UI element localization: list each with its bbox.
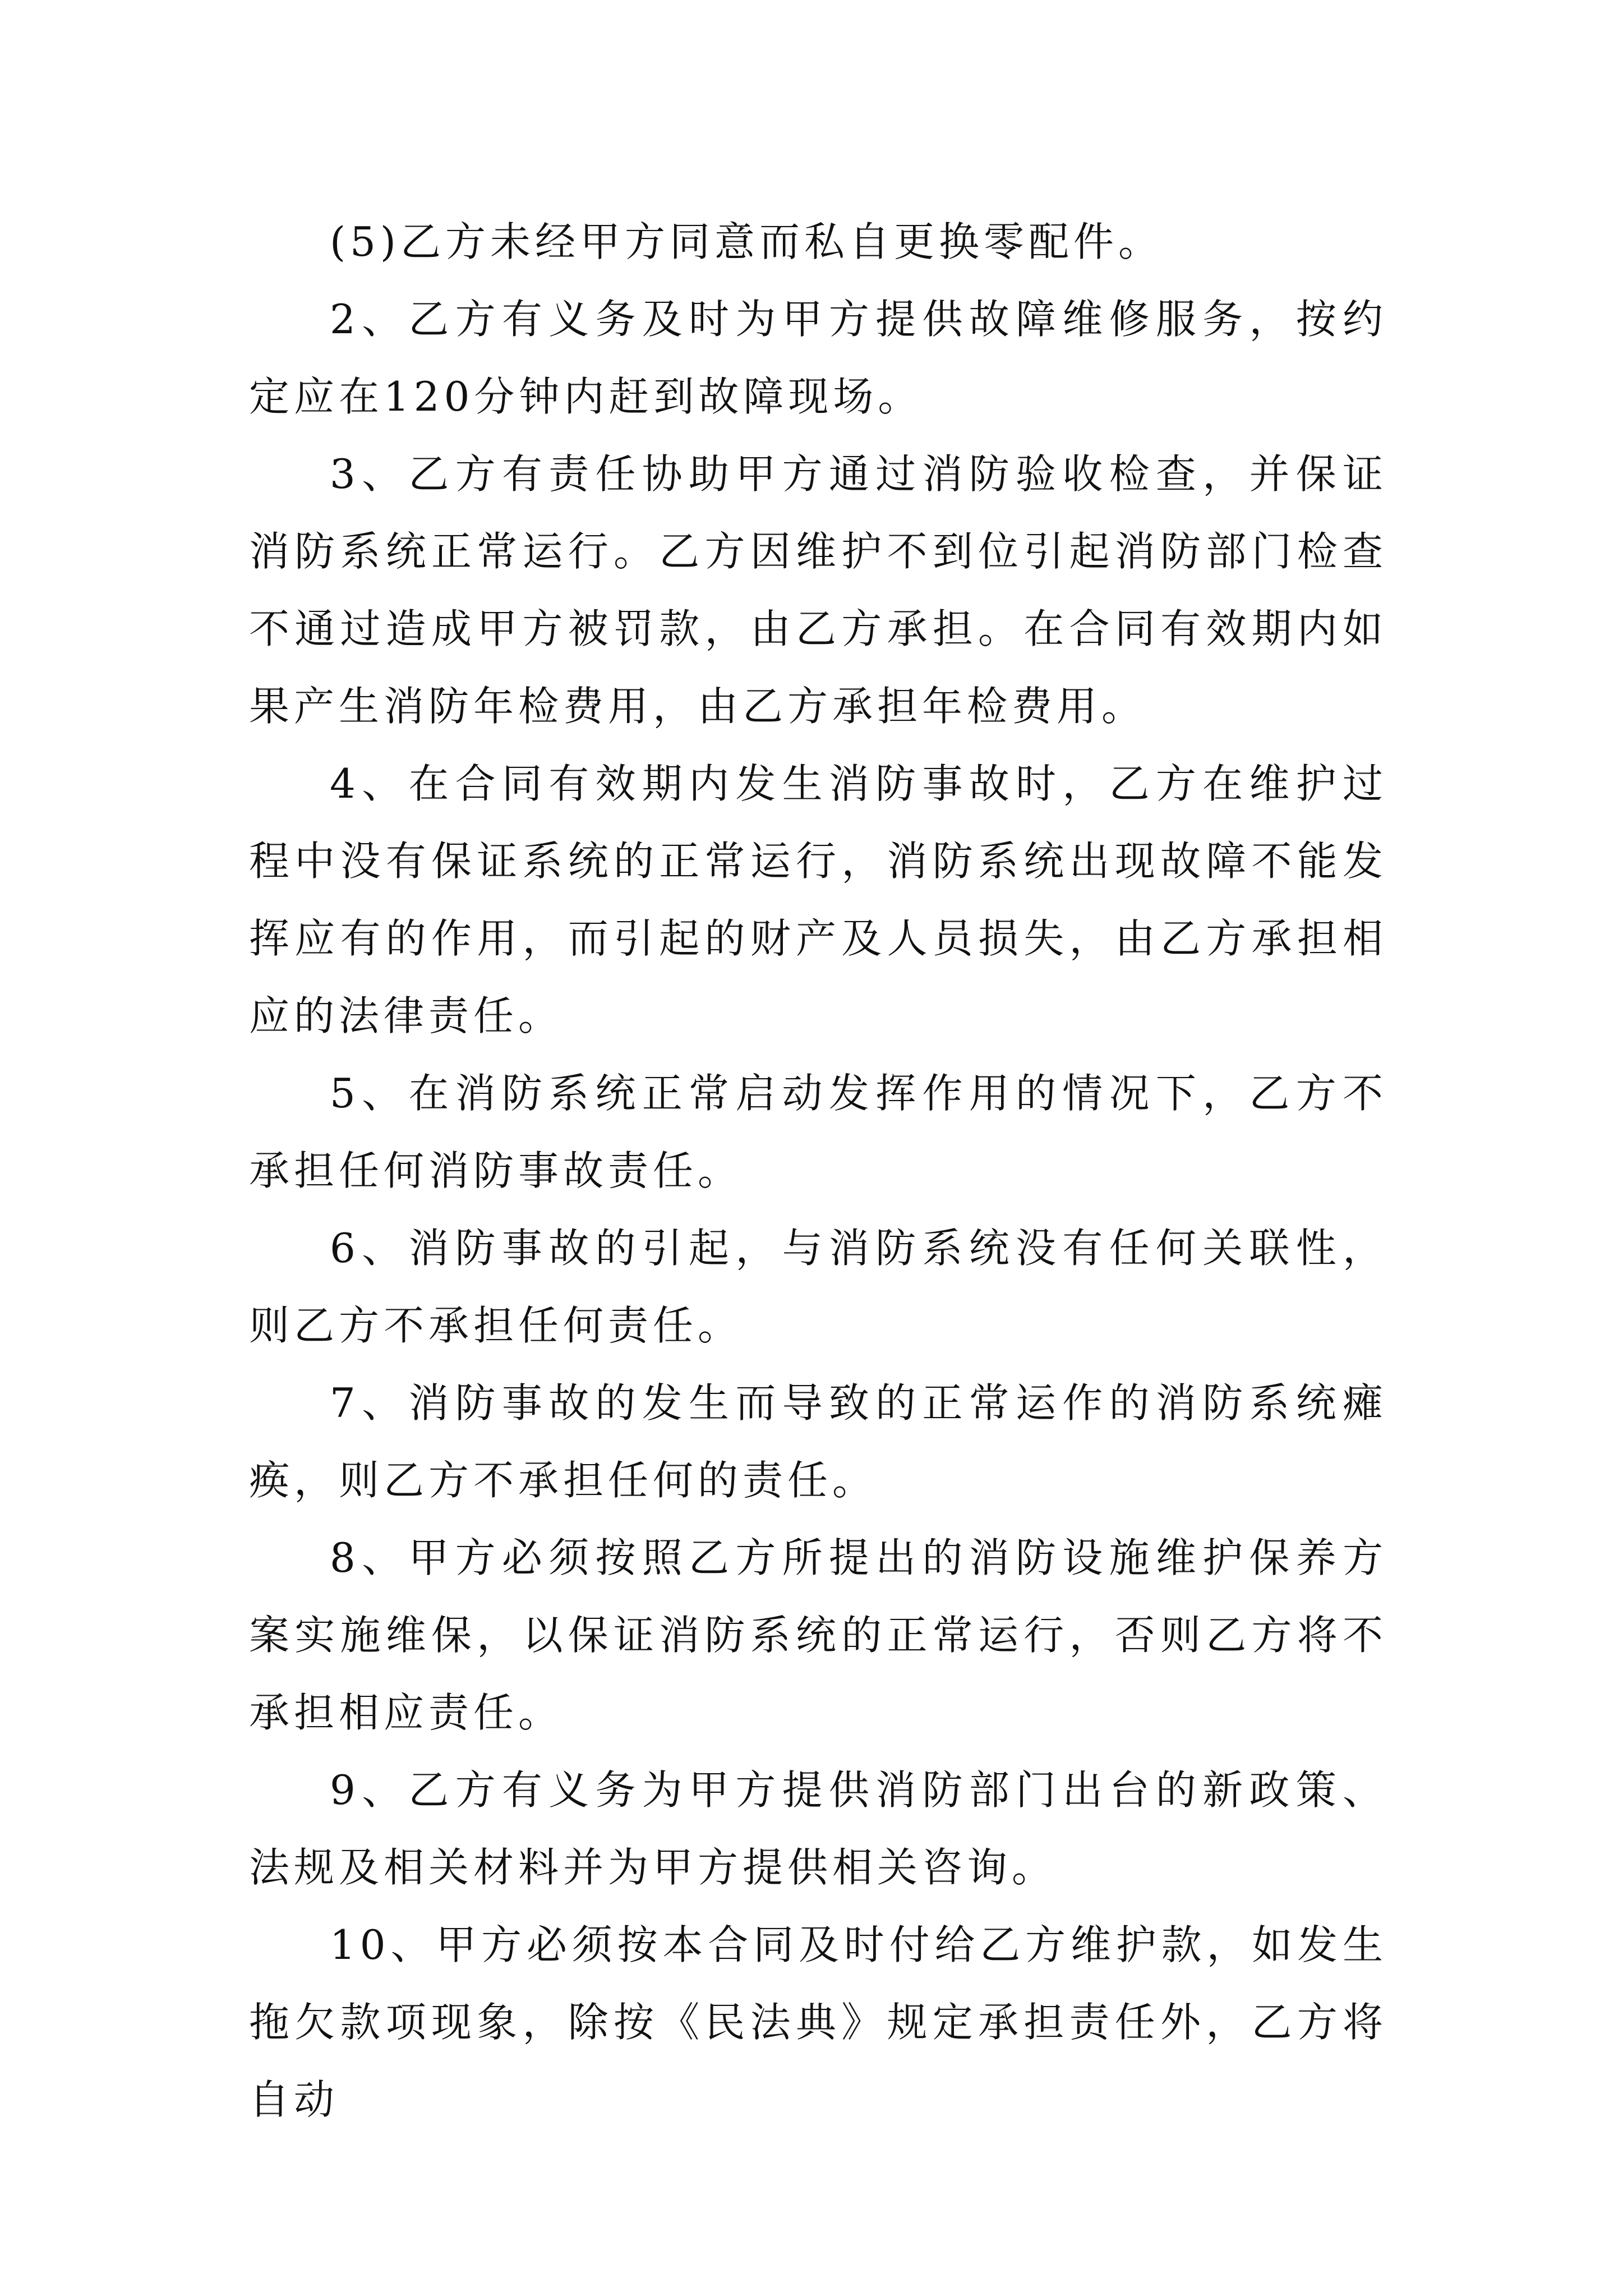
paragraph-clause-3: 3、乙方有责任协助甲方通过消防验收检查，并保证消防系统正常运行。乙方因维护不到位引起消防部门检查不通过造成甲方被罚款，由乙方承担。在合同有效期内如果产生消防年检费用，由乙方承担年检费用。	[249, 450, 1387, 730]
paragraph-clause-6: 6、消防事故的引起，与消防系统没有任何关联性，则乙方不承担任何责任。	[249, 1225, 1387, 1349]
paragraph-clause-8: 8、甲方必须按照乙方所提出的消防设施维护保养方案实施维保，以保证消防系统的正常运行，否则乙方将不承担相应责任。	[249, 1534, 1387, 1736]
paragraph-clause-4: 4、在合同有效期内发生消防事故时，乙方在维护过程中没有保证系统的正常运行，消防系统出现故障不能发挥应有的作用，而引起的财产及人员损失，由乙方承担相应的法律责任。	[249, 760, 1387, 1039]
paragraph-clause-5-item: (5)乙方未经甲方同意而私自更换零配件。	[330, 218, 1163, 265]
paragraph-clause-10: 10、甲方必须按本合同及时付给乙方维护款，如发生拖欠款项现象，除按《民法典》规定承担责任外，乙方将自动	[249, 1921, 1387, 2123]
paragraph-clause-5: 5、在消防系统正常启动发挥作用的情况下，乙方不承担任何消防事故责任。	[249, 1070, 1387, 1194]
document-body	[249, 203, 1387, 2138]
paragraph-clause-7: 7、消防事故的发生而导致的正常运作的消防系统瘫痪，则乙方不承担任何的责任。	[249, 1379, 1387, 1504]
paragraph-clause-9: 9、乙方有义务为甲方提供消防部门出台的新政策、法规及相关材料并为甲方提供相关咨询。	[249, 1766, 1387, 1891]
paragraph-clause-2: 2、乙方有义务及时为甲方提供故障维修服务，按约定应在120分钟内赶到故障现场。	[249, 296, 1387, 420]
